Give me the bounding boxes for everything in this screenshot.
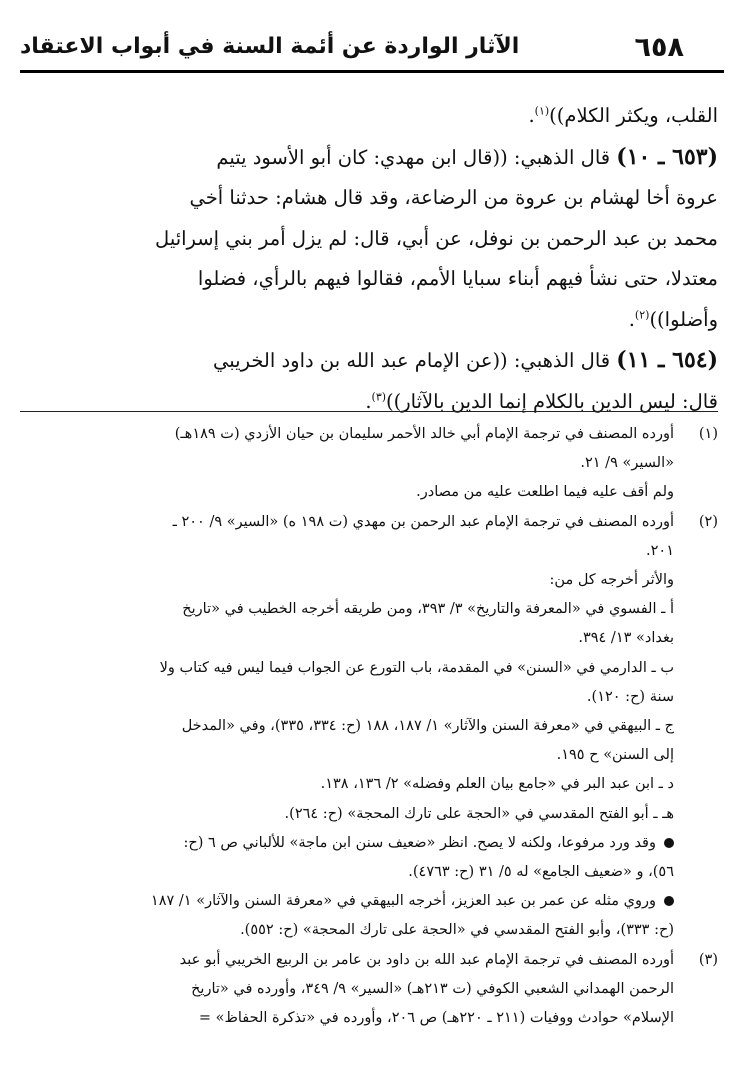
bullet-icon: [664, 838, 674, 848]
text-line: محمد بن عبد الرحمن بن نوفل، عن أبي، قال: لم يزل أمر بني إسرائيل: [155, 226, 718, 250]
text-line: [20, 340, 718, 382]
text-line: [20, 300, 718, 341]
text-span: قال الذهبي: ((قال ابن مهدي: كان أبو الأسود يتيم: [216, 145, 611, 169]
footnote-line: أ ـ الفسوي في «المعرفة والتاريخ» ٣/ ٣٩٣، ومن طريقه أخرجه الخطيب في «تاريخ: [182, 601, 674, 618]
footnote-line: أورده المصنف في ترجمة الإمام عبد الرحمن بن مهدي (ت ١٩٨ ه) «السير» ٩/ ٢٠٠ ـ: [172, 513, 674, 530]
footnote-line: د ـ ابن عبد البر في «جامع بيان العلم وفضله» ٢/ ١٣٦، ١٣٨.: [320, 776, 674, 793]
footnote-2: [20, 508, 718, 946]
footnote-line: ٢٠١.: [646, 542, 674, 559]
footnote-line: ج ـ البيهقي في «معرفة السنن والآثار» ١/ ١٨٧، ١٨٨ (ح: ٣٣٤، ٣٣٥)، وفي «المدخل: [181, 718, 674, 735]
entry-number: (٦٥٤ ـ ١١): [616, 347, 718, 373]
footnotes: [20, 420, 718, 1033]
page-number: ٦٥٨: [634, 32, 684, 63]
text-span: وأضلوا)): [649, 307, 718, 331]
running-title: الآثار الواردة عن أئمة السنة في أبواب الاعتقاد: [20, 34, 520, 59]
footnote-1: [20, 420, 718, 508]
footnote-line: [20, 887, 674, 916]
footnote-number: (٣): [698, 951, 718, 968]
footnote-line: [20, 829, 674, 858]
footnote-line: أورده المصنف في ترجمة الإمام أبي خالد الأحمر سليمان بن حيان الأزدي (ت ١٨٩هـ): [174, 426, 674, 442]
text-span: .: [365, 389, 372, 413]
bullet-icon: [664, 896, 674, 906]
footnote-line: ب ـ الدارمي في «السنن» في المقدمة، باب التورع عن الجواب فيما ليس فيه كتاب ولا: [159, 659, 674, 676]
footnote-line: والأثر أخرجه كل من:: [549, 572, 674, 589]
footnote-3: [20, 946, 718, 1034]
footnote-divider: [20, 411, 718, 412]
text-span: القلب، ويكثر الكلام)): [549, 104, 718, 127]
footnote-line: ٥٦)، و «ضعيف الجامع» له ٥/ ٣١ (ح: ٤٧٦٣).: [408, 864, 674, 881]
page-header: [20, 30, 724, 74]
footnote-marker: (٢): [634, 308, 650, 321]
text-span: وقد ورد مرفوعا، ولكنه لا يصح. انظر «ضعيف سنن ابن ماجة» للألباني ص ٦ (ح:: [183, 834, 656, 851]
text-line: [20, 137, 718, 179]
text-line: [20, 96, 718, 137]
header-rule: [20, 70, 724, 73]
text-line: عروة أخا لهشام بن عروة من الرضاعة، وقد قال هشام: حدثنا أخي: [189, 186, 718, 209]
text-span: قال: ليس الدين بالكلام إنما الدين بالآثار)): [386, 389, 718, 413]
footnote-line: إلى السنن» ح ١٩٥.: [556, 747, 674, 764]
footnote-line: «السير» ٩/ ٢١.: [580, 455, 674, 472]
text-span: وروي مثله عن عمر بن عبد العزيز، أخرجه البيهقي في «معرفة السنن والآثار» ١/ ١٨٧: [150, 893, 656, 910]
footnote-body: [20, 508, 674, 946]
footnote-body: [20, 420, 674, 508]
text-line: معتدلا، حتى نشأ فيهم أبناء سبايا الأمم، فقالوا فيهم بالرأي، فضلوا: [197, 267, 718, 290]
footnote-line: (ح: ٣٣٣)، وأبو الفتح المقدسي في «الحجة على تارك المحجة» (ح: ٥٥٢).: [240, 922, 674, 939]
footnote-line: هـ ـ أبو الفتح المقدسي في «الحجة على تارك المحجة» (ح: ٢٦٤).: [284, 805, 674, 822]
footnote-marker: (٣): [371, 390, 387, 403]
footnote-line: الإسلام» حوادث ووفيات (٢١١ ـ ٢٢٠هـ) ص ٢٠٦، وأورده في «تذكرة الحفاظ» =: [198, 1010, 674, 1027]
text-span: .: [528, 104, 535, 127]
footnote-line: أورده المصنف في ترجمة الإمام عبد الله بن داود بن عامر بن الربيع الخريبي أبو عبد: [179, 951, 674, 968]
text-span: .: [628, 307, 635, 331]
main-text: [20, 96, 718, 422]
text-span: قال الذهبي: ((عن الإمام عبد الله بن داود الخريبي: [213, 349, 611, 372]
footnote-line: الرحمن الهمداني الشعبي الكوفي (ت ٢١٣هـ) «السير» ٩/ ٣٤٩، وأورده في «تاريخ: [191, 980, 674, 997]
footnote-line: بغداد» ١٣/ ٣٩٤.: [578, 630, 674, 647]
footnote-number: (٢): [698, 513, 718, 530]
footnote-line: سنة (ح: ١٢٠).: [586, 688, 674, 705]
footnote-number: (١): [698, 426, 718, 442]
footnote-line: ولم أقف عليه فيما اطلعت عليه من مصادر.: [416, 484, 674, 501]
text-line: [20, 382, 718, 423]
entry-number: (٦٥٣ ـ ١٠): [616, 143, 718, 170]
footnote-body: [20, 946, 674, 1034]
footnote-marker: (١): [534, 104, 550, 118]
